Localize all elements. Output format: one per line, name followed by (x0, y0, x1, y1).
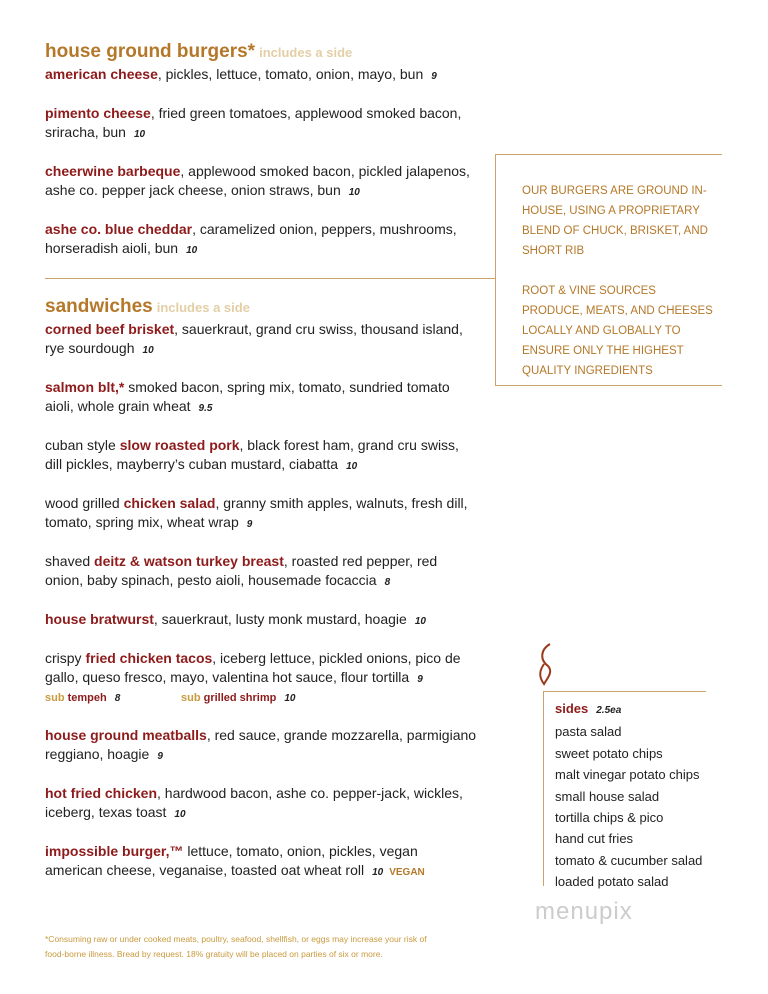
item-price: 10 (348, 187, 360, 198)
item-desc: , red sauce, grande mozzarella, parmigiano reggiano, hoagie (45, 727, 477, 762)
divider (45, 278, 495, 279)
item-price: 9 (157, 751, 163, 762)
item-prefix: crispy (45, 650, 86, 666)
menu-item (45, 784, 477, 824)
item-price: 10 (346, 461, 358, 472)
item-name: fried chicken tacos (85, 650, 213, 666)
item-desc: , sauerkraut, lusty monk mustard, hoagie (153, 611, 407, 627)
item-price: 10 (142, 345, 154, 356)
side-item: loaded potato salad (555, 874, 669, 890)
menu-item (45, 220, 477, 260)
menu-item (45, 104, 477, 144)
menu-item (45, 436, 477, 476)
menu-item (45, 162, 477, 202)
item-prefix: shaved (45, 553, 95, 569)
item-prefix: wood grilled (45, 495, 124, 511)
sub-option: sub tempeh 8 (45, 692, 121, 704)
menu-item (45, 552, 477, 592)
info-burgers: OUR BURGERS ARE GROUND IN-HOUSE, USING A PROPRIETARY BLEND OF CHUCK, BRISKET, AND SHORT RIB (522, 185, 708, 257)
item-price: 9 (417, 674, 423, 685)
item-price: 10 (133, 129, 146, 140)
menu-item (45, 494, 477, 534)
item-prefix: cuban style (45, 437, 120, 453)
sandwiches-heading: sandwiches includes a side (45, 296, 250, 317)
item-price: 9 (246, 519, 253, 530)
side-item: tomato & cucumber salad (555, 852, 703, 868)
item-name: deitz & watson turkey breast (94, 553, 284, 569)
item-price: 10 (174, 809, 186, 820)
item-desc: , caramelized onion, peppers, mushrooms, horseradish aioli, bun (45, 221, 457, 256)
item-price: 10 (414, 616, 426, 627)
sub-option: sub grilled shrimp 10 (181, 692, 296, 704)
item-price: 9 (431, 71, 437, 82)
item-price: 10 (186, 245, 198, 256)
watermark: menupix (535, 898, 633, 925)
menu-item (45, 65, 477, 86)
sides-list: sides 2.5ea pasta salad sweet potato chips malt vinegar potato chips small house salad tortilla chips & pico hand cut fries tomato & cucumber salad loaded potato salad (555, 698, 702, 893)
menu-item (45, 610, 477, 631)
item-desc: , sauerkraut, grand cru swiss, thousand island, rye sourdough (45, 321, 463, 356)
side-item: sweet potato chips (555, 745, 663, 761)
burgers-heading: house ground burgers* includes a side (45, 41, 353, 62)
item-desc: , granny smith apples, walnuts, fresh dill, tomato, spring mix, wheat wrap (45, 495, 468, 530)
item-desc: , pickles, lettuce, tomato, onion, mayo, bun (157, 66, 424, 82)
side-item: pasta salad (555, 724, 622, 740)
sub-options (45, 689, 477, 708)
menu-item (45, 320, 477, 360)
item-desc: , applewood smoked bacon, pickled jalapenos, ashe co. pepper jack cheese, onion straws, bun (45, 163, 470, 198)
side-item: hand cut fries (555, 831, 634, 847)
item-name: cheerwine barbeque (45, 163, 181, 179)
item-name: ashe co. blue cheddar (45, 221, 193, 237)
item-desc: smoked bacon, spring mix, tomato, sundried tomato aioli, whole grain wheat (45, 379, 450, 414)
item-name: corned beef brisket (45, 321, 175, 337)
item-price: 9.5 (198, 403, 213, 414)
item-name: impossible burger,™ (45, 843, 184, 859)
item-name: pimento cheese (45, 105, 151, 121)
flame-logo-icon (536, 642, 558, 687)
item-name: salmon blt,* (45, 379, 125, 395)
item-desc: , hardwood bacon, ashe co. pepper-jack, wickles, iceberg, texas toast (45, 785, 463, 820)
side-item: malt vinegar potato chips (555, 767, 700, 783)
vegan-tag: VEGAN (389, 867, 425, 878)
item-desc: , iceberg lettuce, pickled onions, pico de gallo, queso fresco, mayo, valentina hot sauce, flour tortilla (45, 650, 461, 685)
item-name: chicken salad (123, 495, 216, 511)
info-sourcing: ROOT & VINE SOURCES PRODUCE, MEATS, AND CHEESES LOCALLY AND GLOBALLY TO ENSURE ONLY THE HIGHEST QUALITY INGREDIENTS (522, 285, 713, 377)
item-desc: , fried green tomatoes, applewood smoked bacon, sriracha, bun (45, 105, 462, 140)
side-item: tortilla chips & pico (555, 810, 664, 826)
item-price: 8 (384, 577, 391, 588)
item-name: house bratwurst (45, 611, 154, 627)
item-desc: , roasted red pepper, red onion, baby spinach, pesto aioli, housemade focaccia (45, 553, 438, 588)
item-name: american cheese (45, 66, 158, 82)
menu-item (45, 842, 477, 882)
item-price: 10 (372, 867, 384, 878)
item-desc: lettuce, tomato, onion, pickles, vegan american cheese, veganaise, toasted oat wheat roll (45, 843, 418, 878)
menu-item (45, 378, 477, 418)
item-desc: , black forest ham, grand cru swiss, dill pickles, mayberry’s cuban mustard, ciabatta (45, 437, 459, 472)
item-name: house ground meatballs (45, 727, 207, 743)
menu-item (45, 649, 477, 689)
side-item: small house salad (555, 788, 660, 804)
item-name: slow roasted pork (119, 437, 240, 453)
footnote: *Consuming raw or under cooked meats, poultry, seafood, shellfish, or eggs may increase your risk of food-borne illness. Bread by request. 18% gratuity will be placed on parties of six or more. (45, 934, 427, 959)
menu-item (45, 726, 477, 766)
menu-column (45, 40, 477, 962)
item-name: hot fried chicken (45, 785, 158, 801)
